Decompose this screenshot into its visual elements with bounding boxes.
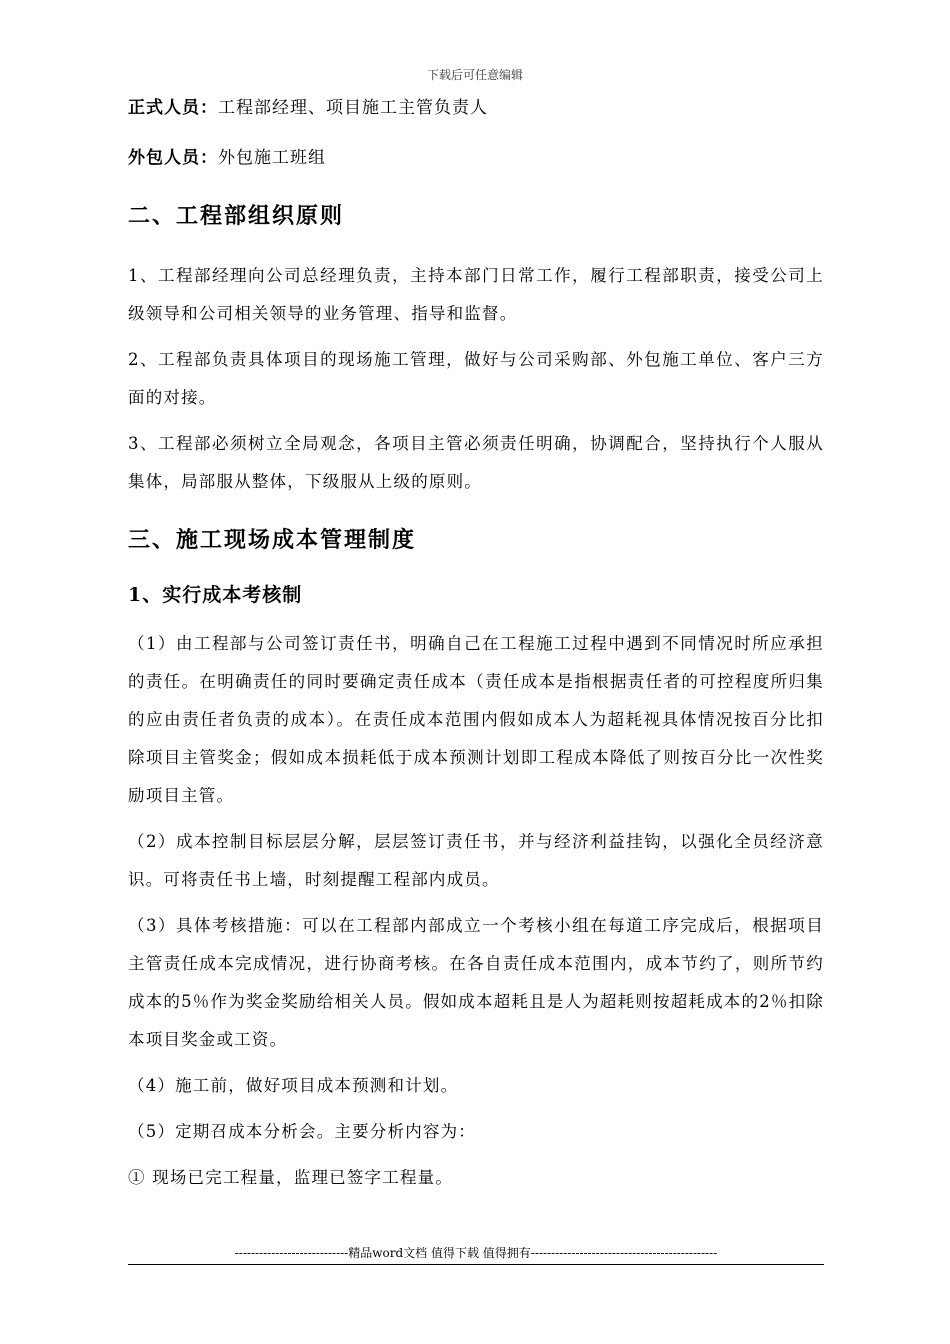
section-3-paragraph-2: （2）成本控制目标层层分解，层层签订责任书，并与经济利益挂钩，以强化全员经济意识。可将责任书上墙，时刻提醒工程部内成员。 <box>128 832 824 889</box>
section-3-heading: 三、施工现场成本管理制度 <box>128 527 417 553</box>
staff-outsourced <box>128 145 824 171</box>
section-2-paragraph-1: 1、工程部经理向公司总经理负责，主持本部门日常工作，履行工程部职责，接受公司上级领导和公司相关领导的业务管理、指导和监督。 <box>128 266 824 323</box>
footer-divider <box>128 1264 824 1265</box>
section-3-paragraph-6: ① 现场已完工程量，监理已签字工程量。 <box>128 1168 454 1187</box>
document-body <box>128 95 824 1205</box>
section-2-paragraph-3: 3、工程部必须树立全局观念，各项目主管必须责任明确，协调配合，坚持执行个人服从集体，局部服从整体，下级服从上级的原则。 <box>128 434 824 491</box>
section-3-paragraph-5: （5）定期召成本分析会。主要分析内容为： <box>128 1122 476 1141</box>
staff-formal-label: 正式人员： <box>128 98 218 118</box>
section-3-paragraph-3: （3）具体考核措施：可以在工程部内部成立一个考核小组在每道工序完成后，根据项目主管责任成本完成情况，进行协商考核。在各自责任成本范围内，成本节约了，则所节约成本的5％作为奖金奖励给相关人员。假如成本超耗且是人为超耗则按超耗成本的2％扣除本项目奖金或工资。 <box>128 916 824 1049</box>
section-2-heading: 二、工程部组织原则 <box>128 203 345 229</box>
staff-outsourced-value: 外包施工班组 <box>218 148 326 168</box>
section-3-subheading: 1、实行成本考核制 <box>128 584 303 606</box>
staff-outsourced-label: 外包人员： <box>128 148 218 168</box>
staff-formal-value: 工程部经理、项目施工主管负责人 <box>218 98 488 118</box>
page-footer-note: ----------------------------精品word文档 值得下载 值得拥有---------------------------------------------- <box>234 1246 718 1260</box>
page-header-note: 下载后可任意编辑 <box>426 68 523 82</box>
staff-formal <box>128 95 824 121</box>
section-3-paragraph-1: （1）由工程部与公司签订责任书，明确自己在工程施工过程中遇到不同情况时所应承担的责任。在明确责任的同时要确定责任成本（责任成本是指根据责任者的可控程度所归集的应由责任者负责的成本）。在责任成本范围内假如成本人为超耗视具体情况按百分比扣除项目主管奖金；假如成本损耗低于成本预测计划即工程成本降低了则按百分比一次性奖励项目主管。 <box>128 634 824 805</box>
section-3-paragraph-4: （4）施工前，做好项目成本预测和计划。 <box>128 1076 459 1095</box>
section-2-paragraph-2: 2、工程部负责具体项目的现场施工管理，做好与公司采购部、外包施工单位、客户三方面的对接。 <box>128 350 824 407</box>
